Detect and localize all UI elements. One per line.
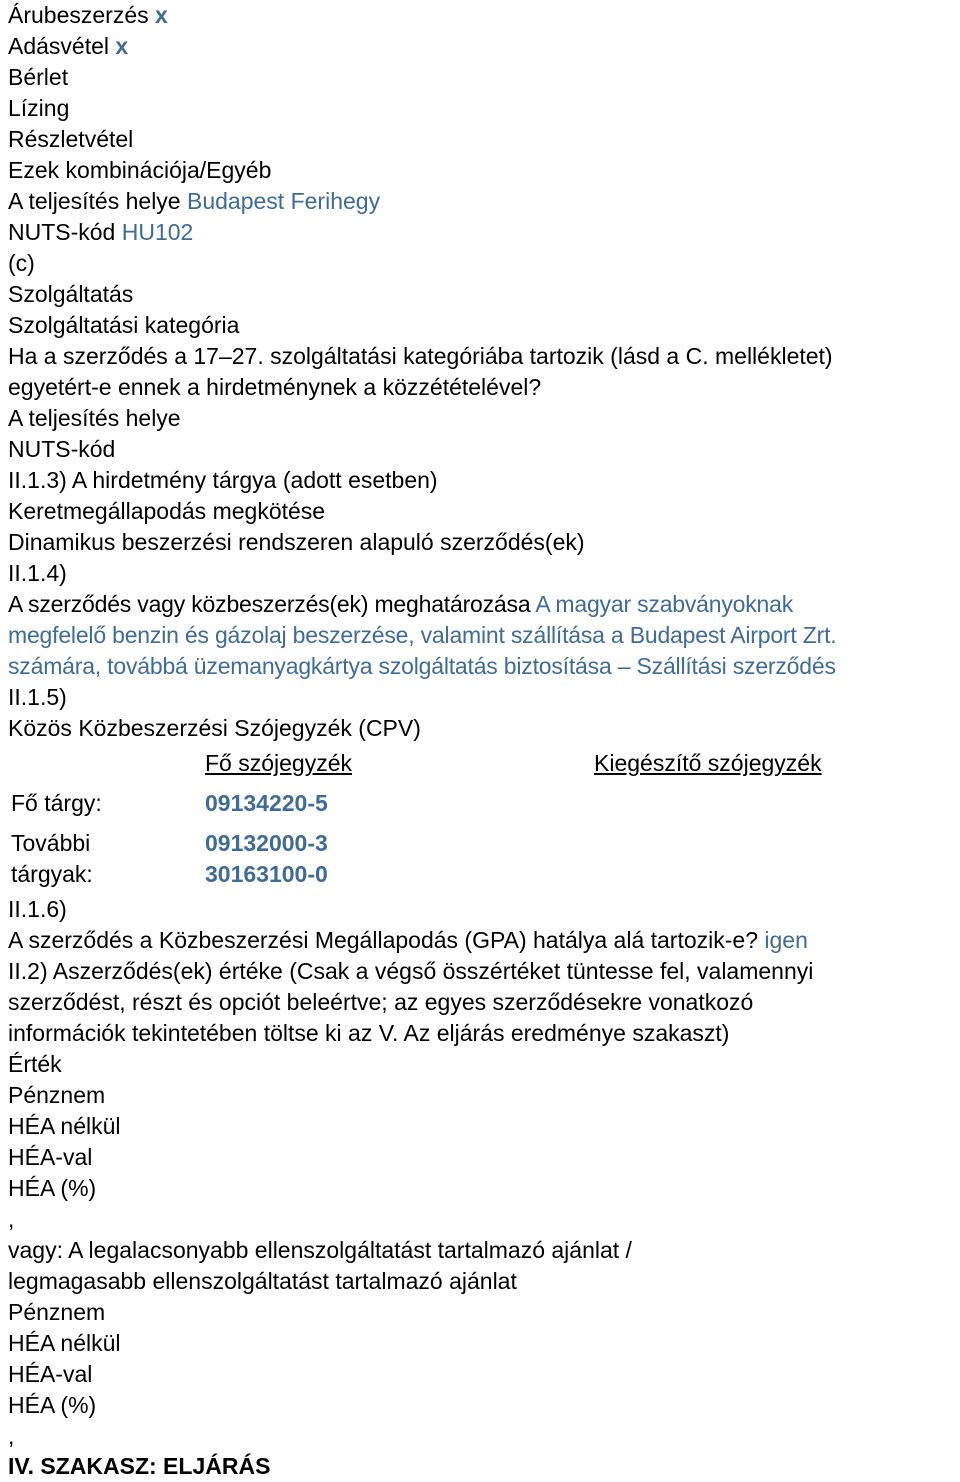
section-ii2-line-2: szerződést, részt és opciót beleértve; az egyes szerződésekre vonatkozó [8,989,754,1015]
cpv-head-main: Fő szójegyzék [205,750,353,776]
type-label: Árubeszerzés [8,2,149,28]
vat-percent-label-2: HÉA (%) [8,1392,97,1418]
type-line-berlet: Bérlet [8,64,69,90]
cpv-more-code-2: 30163100-0 [205,861,328,887]
vat-excl-label-2: HÉA nélkül [8,1330,121,1356]
section-ii14: II.1.4) [8,560,67,586]
cpv-head-supplementary: Kiegészítő szójegyzék [594,750,822,776]
framework-agreement: Keretmegállapodás megkötése [8,498,326,524]
field-label: NUTS-kód [8,219,116,245]
category-question-line-2: egyetért-e ennek a hirdetménynek a közzétételével? [8,374,542,400]
currency-label-2: Pénznem [8,1299,106,1325]
section-iv-heading: IV. SZAKASZ: ELJÁRÁS [8,1453,271,1479]
section-ii2-line-1: II.2) Aszerződés(ek) értéke (Csak a végső összértéket tüntesse fel, valamennyi [8,958,814,984]
vat-excl-label: HÉA nélkül [8,1113,121,1139]
currency-label: Pénznem [8,1082,106,1108]
nuts-code [8,217,193,248]
service-label: Szolgáltatás [8,281,134,307]
contract-definition-line-1 [8,589,793,620]
type-line-lizing: Lízing [8,95,70,121]
cpv-main-label: Fő tárgy: [11,790,102,816]
section-ii2-line-3: információk tekintetében töltse ki az V. Az eljárás eredménye szakaszt) [8,1020,730,1046]
type-line-kombinacio: Ezek kombinációja/Egyéb [8,157,272,183]
section-ii13: II.1.3) A hirdetmény tárgya (adott esetben) [8,467,438,493]
cpv-more-code-1: 09132000-3 [205,830,328,856]
vat-incl-label: HÉA-val [8,1144,93,1170]
type-line-arubeszerzes [8,0,168,31]
vat-incl-label-2: HÉA-val [8,1361,93,1387]
type-line-adasvetel [8,31,128,62]
field-label: A szerződés vagy közbeszerzés(ek) meghatározása [8,591,531,617]
c-label: (c) [8,250,35,276]
cpv-more-label-1: További [11,830,91,856]
contract-definition-line-2: megfelelő benzin és gázolaj beszerzése, valamint szállítása a Budapest Airport Zrt. [8,622,837,648]
cpv-main-code: 09134220-5 [205,790,328,816]
field-value: Budapest Ferihegy [187,188,381,214]
field-value: HU102 [121,219,194,245]
cpv-title: Közös Közbeszerzési Szójegyzék (CPV) [8,715,421,741]
field-value: A magyar szabványoknak [535,591,794,617]
gpa-line [8,925,808,956]
value-label: Érték [8,1051,62,1077]
place-of-performance [8,186,380,217]
comma-separator: , [8,1206,15,1232]
contract-definition-line-3: számára, továbbá üzemanyagkártya szolgáltatás biztosítása – Szállítási szerződés [8,653,836,679]
place-of-performance-2: A teljesítés helye [8,405,181,431]
comma-separator-2: , [8,1423,15,1449]
gpa-question: A szerződés a Közbeszerzési Megállapodás (GPA) hatálya alá tartozik-e? [8,927,759,953]
gpa-answer: igen [764,927,808,953]
or-line-1: vagy: A legalacsonyabb ellenszolgáltatást tartalmazó ajánlat / [8,1237,632,1263]
check-mark: x [115,33,129,59]
category-question-line-1: Ha a szerződés a 17–27. szolgáltatási kategóriába tartozik (lásd a C. mellékletet) [8,343,833,369]
section-ii16: II.1.6) [8,896,67,922]
check-mark: x [155,2,168,28]
type-line-reszletvetel: Részletvétel [8,126,134,152]
dynamic-system: Dinamikus beszerzési rendszeren alapuló szerződés(ek) [8,529,585,555]
or-line-2: legmagasabb ellenszolgáltatást tartalmazó ajánlat [8,1268,517,1294]
cpv-more-label-2: tárgyak: [11,861,93,887]
section-ii15: II.1.5) [8,684,67,710]
field-label: A teljesítés helye [8,188,181,214]
service-category-label: Szolgáltatási kategória [8,312,240,338]
nuts-code-2: NUTS-kód [8,436,116,462]
type-label: Adásvétel [8,33,110,59]
vat-percent-label: HÉA (%) [8,1175,97,1201]
